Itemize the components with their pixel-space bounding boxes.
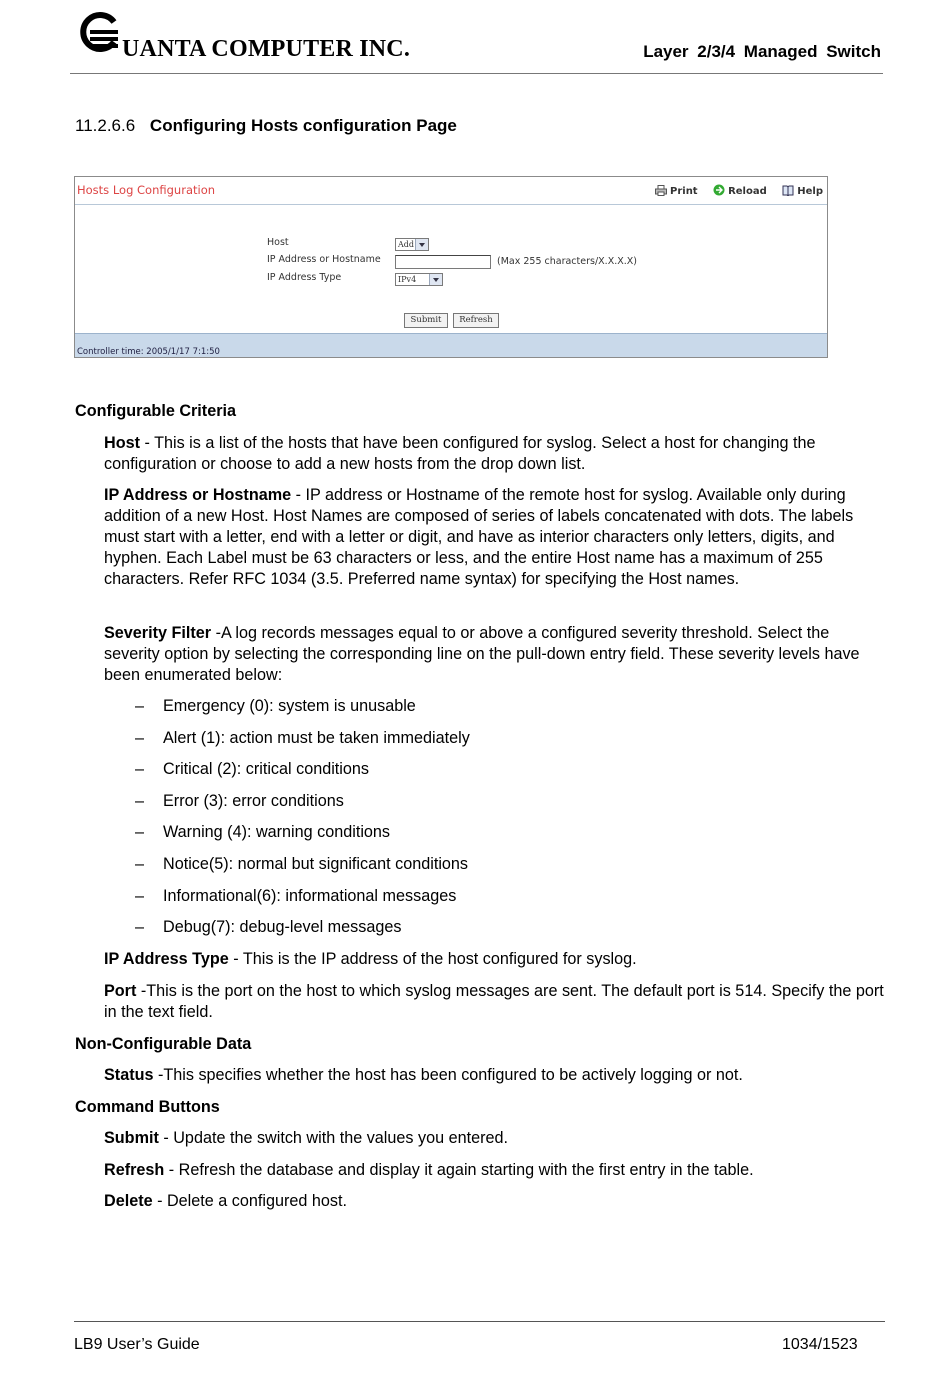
host-description: [104, 433, 889, 475]
screen-toolbar: [643, 184, 823, 197]
page-number: 1034/1523: [782, 1336, 858, 1353]
chevron-down-icon: [415, 239, 428, 250]
host-term: Host: [104, 434, 140, 452]
company-name: UANTA COMPUTER INC.: [122, 36, 411, 62]
reload-label: Reload: [728, 186, 767, 197]
severity-level-item: – Critical (2): critical conditions: [135, 760, 369, 778]
screen-title: Hosts Log Configuration: [77, 183, 216, 197]
submit-button[interactable]: Submit: [404, 313, 448, 328]
guide-name: LB9 User’s Guide: [74, 1336, 200, 1353]
host-select[interactable]: [395, 238, 429, 251]
severity-desc: -A log records messages equal to or above a configured severity threshold. Select the severity option by selecting the corresponding line on the pull-down entry field. These severity levels have been enumerated below:: [104, 624, 860, 684]
page-header: [70, 6, 883, 74]
severity-term: Severity Filter: [104, 624, 212, 642]
print-link[interactable]: [655, 185, 698, 197]
ip-address-input[interactable]: [395, 255, 491, 269]
ip-type-label: IP Address Type: [267, 272, 342, 283]
printer-icon: [655, 185, 667, 196]
hosts-log-configuration-screenshot: [74, 176, 828, 358]
severity-level-item: – Emergency (0): system is unusable: [135, 697, 416, 715]
ip-address-hint: (Max 255 characters/X.X.X.X): [497, 256, 637, 267]
delete-term: Delete: [104, 1192, 153, 1210]
status-description: [104, 1065, 889, 1086]
ip-type-select[interactable]: [395, 273, 443, 286]
host-label: Host: [267, 237, 289, 248]
status-term: Status: [104, 1066, 154, 1084]
refresh-desc: - Refresh the database and display it again starting with the first entry in the table.: [164, 1161, 754, 1179]
severity-level-item: – Alert (1): action must be taken immediately: [135, 729, 470, 747]
section-number: 11.2.6.6: [75, 116, 136, 135]
chevron-down-icon: [429, 274, 442, 285]
ip-type-desc: - This is the IP address of the host configured for syslog.: [228, 950, 637, 968]
port-desc: -This is the port on the host to which syslog messages are sent. The default port is 514. Specify the port in the text field.: [104, 982, 884, 1021]
configurable-criteria-heading: Configurable Criteria: [75, 402, 236, 420]
print-label: Print: [670, 186, 698, 197]
product-name: Layer 2/3/4 Managed Switch: [643, 42, 881, 61]
delete-description: [104, 1191, 889, 1212]
non-configurable-heading: Non-Configurable Data: [75, 1035, 252, 1053]
submit-desc: - Update the switch with the values you entered.: [158, 1129, 508, 1147]
delete-desc: - Delete a configured host.: [152, 1192, 347, 1210]
ip-type-select-value: IPv4: [398, 275, 417, 284]
ip-term: IP Address or Hostname: [104, 486, 292, 504]
help-label: Help: [797, 186, 823, 197]
footer-divider: [74, 1321, 885, 1322]
quanta-logo-icon: [74, 8, 120, 60]
severity-level-item: – Error (3): error conditions: [135, 792, 344, 810]
severity-level-item: – Notice(5): normal but significant conditions: [135, 855, 469, 873]
reload-icon: [713, 184, 725, 196]
section-heading: [75, 116, 457, 136]
refresh-description: [104, 1160, 889, 1181]
ip-address-description: [104, 485, 889, 590]
severity-level-item: – Warning (4): warning conditions: [135, 823, 391, 841]
screen-header: [75, 177, 827, 205]
reload-link[interactable]: [713, 184, 767, 197]
help-book-icon: [782, 185, 794, 196]
screen-status-bar: [75, 333, 827, 357]
ip-type-term: IP Address Type: [104, 950, 229, 968]
port-term: Port: [104, 982, 137, 1000]
refresh-button[interactable]: Refresh: [453, 313, 499, 328]
help-link[interactable]: [782, 185, 823, 197]
ip-type-description: [104, 949, 889, 970]
controller-time: Controller time: 2005/1/17 7:1:50: [77, 347, 220, 357]
submit-term: Submit: [104, 1129, 159, 1147]
refresh-term: Refresh: [104, 1161, 165, 1179]
severity-filter-description: [104, 623, 889, 686]
ip-desc: - IP address or Hostname of the remote host for syslog. Available only during addition of a new Host. Host Names are composed of series of labels concatenated with dots. The labels must start with a letter, end with a letter or digit, and have as interior characters only letters, digits, and hyphen. Each Label must be 63 characters or less, and the entire Host name has a maximum of 255 characters. Refer RFC 1034 (3.5. Preferred name syntax) for specifying the Host names.: [104, 486, 854, 588]
host-select-value: Add: [398, 240, 415, 249]
section-title: Configuring Hosts configuration Page: [149, 116, 457, 135]
host-desc: - This is a list of the hosts that have been configured for syslog. Select a host for changing the configuration or choose to add a new hosts from the drop down list.: [104, 434, 816, 473]
severity-level-item: – Informational(6): informational messages: [135, 887, 457, 905]
severity-level-item: – Debug(7): debug-level messages: [135, 918, 402, 936]
command-buttons-heading: Command Buttons: [75, 1098, 220, 1116]
port-description: [104, 981, 889, 1023]
screen-form: [75, 205, 827, 335]
status-desc: -This specifies whether the host has been configured to be actively logging or not.: [153, 1066, 743, 1084]
submit-description: [104, 1128, 889, 1149]
ip-address-label: IP Address or Hostname: [267, 254, 381, 265]
